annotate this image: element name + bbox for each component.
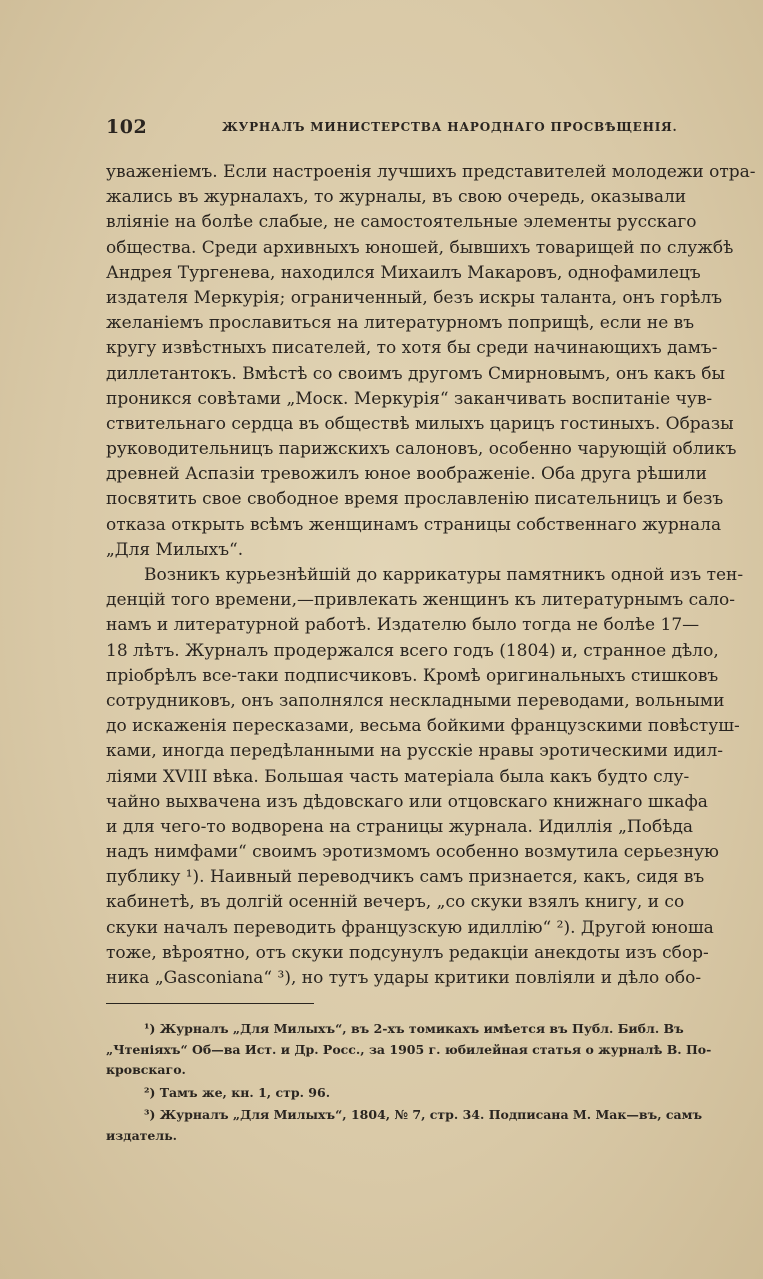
text-line: Андрея Тургенева, находился Михаилъ Макаровъ, однофамилецъ bbox=[106, 262, 701, 283]
footnote-2 bbox=[106, 1083, 651, 1104]
footnotes bbox=[106, 1019, 712, 1146]
text-line: древней Аспазіи тревожилъ юное воображеніе. Оба друга рѣшили bbox=[106, 464, 707, 485]
text-line: ками, иногда передѣланными на русскіе нравы эротическими идил- bbox=[106, 741, 724, 762]
text-line: „Для Милыхъ“. bbox=[106, 539, 244, 560]
footnote-line: „Чтеніяхъ“ Об—ва Ист. и Др. Росс., за 1905 г. юбилейная статья о журналѣ В. По- bbox=[106, 1041, 712, 1057]
text-line: отказа открыть всѣмъ женщинамъ страницы собственнаго журнала bbox=[106, 514, 722, 535]
footnote-3 bbox=[106, 1105, 703, 1146]
text-line: ствительнаго сердца въ обществѣ милыхъ царицъ гостиныхъ. Образы bbox=[106, 413, 734, 434]
text-line: денцій того времени,—привлекать женщинъ къ литературнымъ сало- bbox=[106, 590, 736, 611]
text-line: диллетантокъ. Вмѣстѣ со своимъ другомъ Смирновымъ, онъ какъ бы bbox=[106, 363, 726, 384]
text-line: Возникъ курьезнѣйшій до каррикатуры памятникъ одной изъ тен- bbox=[144, 565, 744, 585]
text-line: уваженіемъ. Если настроенія лучшихъ представителей молодежи отра- bbox=[106, 162, 756, 182]
text-line: пріобрѣлъ все-таки подписчиковъ. Кромѣ оригинальныхъ стишковъ bbox=[106, 665, 719, 686]
text-line: скуки началъ переводить французскую идиллію“ ²). Другой юноша bbox=[106, 917, 714, 938]
text-line: руководительницъ парижскихъ салоновъ, особенно чарующій обликъ bbox=[106, 439, 737, 460]
text-line: проникся совѣтами „Моск. Меркурія“ заканчивать воспитаніе чув- bbox=[106, 388, 713, 409]
page-number: 102 bbox=[106, 116, 148, 138]
footnote-line: ²) Тамъ же, кн. 1, стр. 96. bbox=[144, 1084, 331, 1100]
text-line: до искаженія пересказами, весьма бойкими французскими повѣстуш- bbox=[106, 716, 740, 737]
page-header bbox=[106, 116, 678, 138]
text-line: намъ и литературной работѣ. Издателю было тогда не болѣе 17— bbox=[106, 615, 700, 636]
footnote-1 bbox=[106, 1019, 712, 1081]
text-line: кабинетѣ, въ долгій осенній вечеръ, „со скуки взялъ книгу, и со bbox=[106, 892, 685, 913]
paragraph-2 bbox=[106, 563, 744, 991]
text-line: и для чего-то водворена на страницы журнала. Идиллія „Побѣда bbox=[106, 816, 694, 837]
paragraph-1 bbox=[106, 160, 756, 563]
text-line: чайно выхвачена изъ дѣдовскаго или отцовскаго книжнаго шкафа bbox=[106, 791, 708, 812]
text-line: общества. Среди архивныхъ юношей, бывшихъ товарищей по службѣ bbox=[106, 237, 734, 258]
text-line: кругу извѣстныхъ писателей, то хотя бы среди начинающихъ дамъ- bbox=[106, 338, 718, 359]
text-line: публику ¹). Наивный переводчикъ самъ признается, какъ, сидя въ bbox=[106, 867, 705, 888]
footnote-line: издатель. bbox=[106, 1127, 178, 1143]
footnote-line: ³) Журналъ „Для Милыхъ“, 1804, № 7, стр. 34. Подписана М. Мак—въ, самъ bbox=[144, 1107, 703, 1122]
text-line: тоже, вѣроятно, отъ скуки подсунулъ редакціи анекдоты изъ сбор- bbox=[106, 942, 709, 963]
text-line: желаніемъ прославиться на литературномъ поприщѣ, если не въ bbox=[106, 313, 695, 334]
running-title: ЖУРНАЛЪ МИНИСТЕРСТВА НАРОДНАГО ПРОСВѢЩЕНІЯ. bbox=[222, 120, 678, 134]
text-line: ліями XVIII вѣка. Большая часть матеріала была какъ будто слу- bbox=[106, 766, 690, 787]
text-line: сотрудниковъ, онъ заполнялся нескладными переводами, вольными bbox=[106, 690, 725, 711]
text-line: жались въ журналахъ, то журналы, въ свою очередь, оказывали bbox=[106, 187, 687, 208]
text-line: посвятить свое свободное время прославленію писательницъ и безъ bbox=[106, 489, 724, 510]
main-text bbox=[106, 160, 756, 991]
text-line: ника „Gasconiana“ ³), но тутъ удары критики повліяли и дѣло обо- bbox=[106, 968, 702, 988]
text-line: издателя Меркурія; ограниченный, безъ искры таланта, онъ горѣлъ bbox=[106, 287, 723, 308]
footnote-line: кровскаго. bbox=[106, 1062, 186, 1077]
footnote-line: ¹) Журналъ „Для Милыхъ“, въ 2-хъ томикахъ имѣется въ Публ. Библ. Въ bbox=[144, 1021, 684, 1036]
text-line: надъ нимфами“ своимъ эротизмомъ особенно возмутила серьезную bbox=[106, 842, 719, 863]
footnote-divider bbox=[106, 1003, 314, 1004]
text-line: вліяніе на болѣе слабые, не самостоятельные элементы русскаго bbox=[106, 212, 697, 233]
text-line: 18 лѣтъ. Журналъ продержался всего годъ (1804) и, странное дѣло, bbox=[106, 640, 719, 661]
